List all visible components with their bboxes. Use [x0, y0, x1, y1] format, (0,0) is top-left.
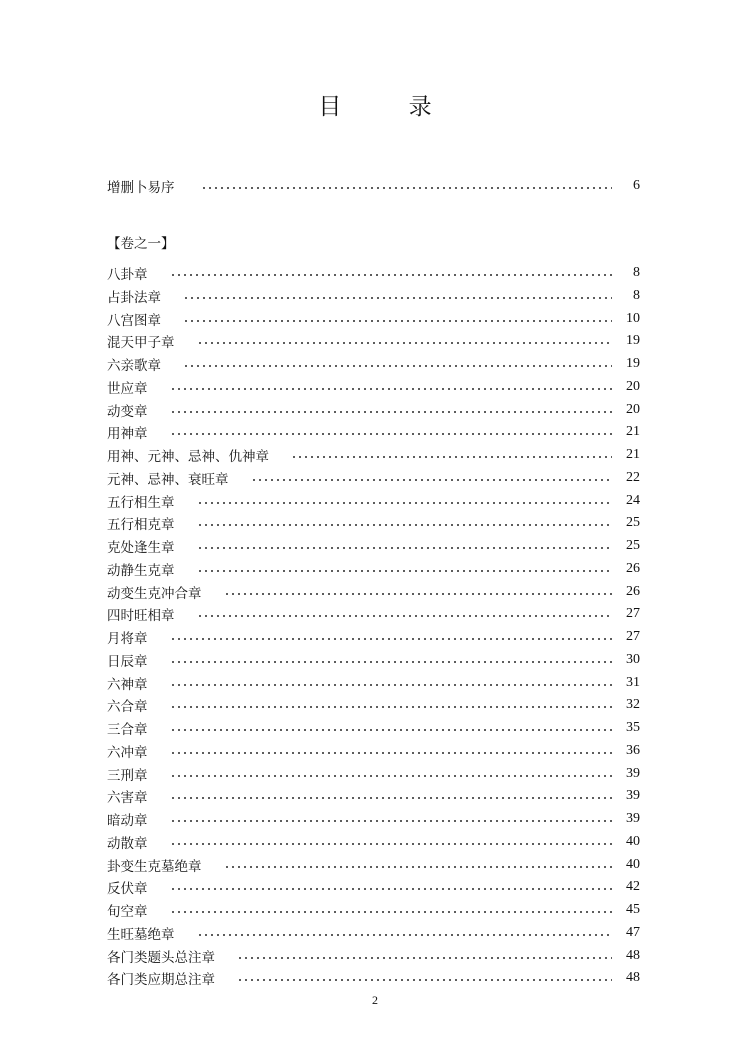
- leader-dots: [197, 570, 613, 572]
- toc-entry[interactable]: [107, 512, 640, 534]
- toc-entry[interactable]: [107, 899, 640, 921]
- entry-label: 暗动章: [107, 813, 148, 829]
- entry-label: 动变生克冲合章: [107, 585, 202, 602]
- leader-dots: [170, 775, 613, 777]
- entry-page: 45: [626, 902, 640, 917]
- entry-label: 动散章: [107, 835, 148, 852]
- section-heading: 【卷之一】: [107, 236, 175, 252]
- entry-page: 10: [626, 310, 640, 326]
- leader-dots: [183, 320, 612, 322]
- entry-label: 八宫图章: [107, 312, 161, 329]
- entry-page: 31: [626, 674, 640, 690]
- leader-dots: [170, 911, 613, 913]
- leader-dots: [170, 797, 613, 799]
- entry-page: 27: [626, 606, 640, 622]
- toc-entry[interactable]: [107, 831, 640, 853]
- entry-label: 动静生克章: [107, 562, 175, 579]
- entry-page: 40: [626, 856, 640, 872]
- entry-page: 26: [626, 560, 640, 576]
- toc-entry[interactable]: [107, 558, 640, 580]
- toc-entry[interactable]: [107, 603, 640, 625]
- toc-entry[interactable]: [107, 922, 640, 944]
- title-char-2: 录: [408, 94, 432, 120]
- entry-page: 40: [626, 833, 640, 849]
- entry-label: 增删卜易序: [107, 180, 175, 196]
- toc-entry[interactable]: [107, 535, 640, 557]
- entry-label: 用神章: [107, 426, 148, 443]
- entry-label: 卦变生克墓绝章: [107, 858, 202, 875]
- toc-entry[interactable]: [107, 740, 640, 762]
- toc-entry[interactable]: [107, 694, 640, 716]
- toc-entry[interactable]: [107, 444, 640, 466]
- entry-page: 20: [626, 401, 640, 417]
- entry-page: 36: [626, 742, 640, 758]
- entry-label: 用神、元神、忌神、仇神章: [107, 449, 269, 465]
- toc-entry[interactable]: [107, 490, 640, 512]
- entry-label: 六合章: [107, 699, 148, 716]
- entry-label: 五行相生章: [107, 494, 175, 511]
- toc-entry[interactable]: [107, 854, 640, 876]
- entry-page: 22: [626, 469, 640, 485]
- leader-dots: [224, 866, 613, 868]
- toc-entry[interactable]: [107, 945, 640, 967]
- entry-page: 6: [633, 178, 640, 193]
- entry-page: 19: [626, 356, 640, 371]
- toc-entry[interactable]: [107, 399, 640, 421]
- entry-label: 八卦章: [107, 267, 148, 283]
- entry-label: 六冲章: [107, 744, 148, 761]
- entry-label: 六亲歌章: [107, 358, 161, 374]
- leader-dots: [251, 479, 613, 481]
- leader-dots: [197, 524, 613, 526]
- entry-label: 生旺墓绝章: [107, 926, 175, 943]
- leader-dots: [170, 274, 613, 276]
- toc-entry[interactable]: [107, 967, 640, 989]
- page-title: [0, 88, 750, 121]
- entry-label: 日辰章: [107, 653, 148, 670]
- leader-dots: [170, 411, 613, 413]
- toc-entry[interactable]: [107, 763, 640, 785]
- entry-label: 反伏章: [107, 881, 148, 898]
- toc-entry[interactable]: [107, 672, 640, 694]
- entry-label: 三刑章: [107, 767, 148, 784]
- leader-dots: [170, 729, 613, 731]
- entry-page: 47: [626, 924, 640, 940]
- entry-page: 42: [626, 879, 640, 895]
- entry-page: 39: [626, 765, 640, 781]
- leader-dots: [170, 706, 613, 708]
- leader-dots: [197, 547, 613, 549]
- entry-page: 19: [626, 333, 640, 349]
- leader-dots: [237, 957, 612, 959]
- leader-dots: [170, 388, 613, 390]
- entry-page: 21: [626, 424, 640, 440]
- leader-dots: [183, 365, 612, 367]
- toc-entry-preface[interactable]: [107, 175, 640, 197]
- entry-page: 27: [626, 629, 640, 644]
- leader-dots: [224, 593, 613, 595]
- entry-label: 三合章: [107, 722, 148, 738]
- leader-dots: [170, 638, 613, 640]
- entry-page: 8: [633, 265, 640, 280]
- toc-entry[interactable]: [107, 808, 640, 830]
- entry-page: 21: [626, 447, 640, 462]
- entry-page: 35: [626, 720, 640, 735]
- leader-dots: [197, 934, 613, 936]
- page-number: 2: [372, 993, 378, 1007]
- toc-entry[interactable]: [107, 626, 640, 648]
- entry-label: 五行相克章: [107, 517, 175, 534]
- entry-label: 克处逢生章: [107, 540, 175, 556]
- leader-dots: [170, 661, 613, 663]
- leader-dots: [170, 752, 613, 754]
- entry-label: 各门类题头总注章: [107, 949, 215, 966]
- leader-dots: [170, 433, 613, 435]
- entry-page: 20: [626, 378, 640, 394]
- leader-dots: [170, 820, 613, 822]
- toc-entry[interactable]: [107, 330, 640, 352]
- entry-label: 元神、忌神、衰旺章: [107, 471, 229, 488]
- toc-entry[interactable]: [107, 785, 640, 807]
- entry-page: 30: [626, 651, 640, 667]
- leader-dots: [291, 456, 612, 458]
- entry-page: 24: [626, 492, 640, 508]
- entry-page: 25: [626, 515, 640, 531]
- leader-dots: [170, 843, 613, 845]
- leader-dots: [201, 187, 613, 189]
- entry-label: 月将章: [107, 631, 148, 647]
- entry-label: 旬空章: [107, 904, 148, 920]
- entry-label: 占卦法章: [107, 289, 161, 306]
- toc-entry[interactable]: [107, 649, 640, 671]
- leader-dots: [197, 342, 613, 344]
- leader-dots: [197, 502, 613, 504]
- leader-dots: [237, 979, 612, 981]
- entry-label: 混天甲子章: [107, 335, 175, 352]
- leader-dots: [170, 888, 613, 890]
- toc-entry[interactable]: [107, 467, 640, 489]
- entry-page: 25: [626, 538, 640, 553]
- entry-label: 世应章: [107, 380, 148, 397]
- entry-label: 六害章: [107, 790, 148, 807]
- leader-dots: [197, 615, 613, 617]
- entry-page: 32: [626, 697, 640, 713]
- entry-page: 48: [626, 970, 640, 986]
- entry-label: 各门类应期总注章: [107, 972, 215, 989]
- toc-entry[interactable]: [107, 876, 640, 898]
- toc-entry[interactable]: [107, 717, 640, 739]
- entry-page: 26: [626, 583, 640, 599]
- leader-dots: [170, 684, 613, 686]
- toc-entry[interactable]: [107, 581, 640, 603]
- leader-dots: [183, 297, 612, 299]
- entry-page: 39: [626, 811, 640, 826]
- entry-label: 动变章: [107, 403, 148, 420]
- entry-page: 48: [626, 947, 640, 963]
- toc-entry[interactable]: [107, 285, 640, 307]
- entry-label: 六神章: [107, 676, 148, 693]
- entry-page: 39: [626, 788, 640, 804]
- entry-page: 8: [633, 287, 640, 303]
- toc-entry[interactable]: [107, 421, 640, 443]
- toc-entry[interactable]: [107, 376, 640, 398]
- title-char-1: 目: [318, 94, 342, 120]
- toc-entry[interactable]: [107, 262, 640, 284]
- toc-entry[interactable]: [107, 308, 640, 330]
- entry-label: 四时旺相章: [107, 608, 175, 625]
- toc-entry[interactable]: [107, 353, 640, 375]
